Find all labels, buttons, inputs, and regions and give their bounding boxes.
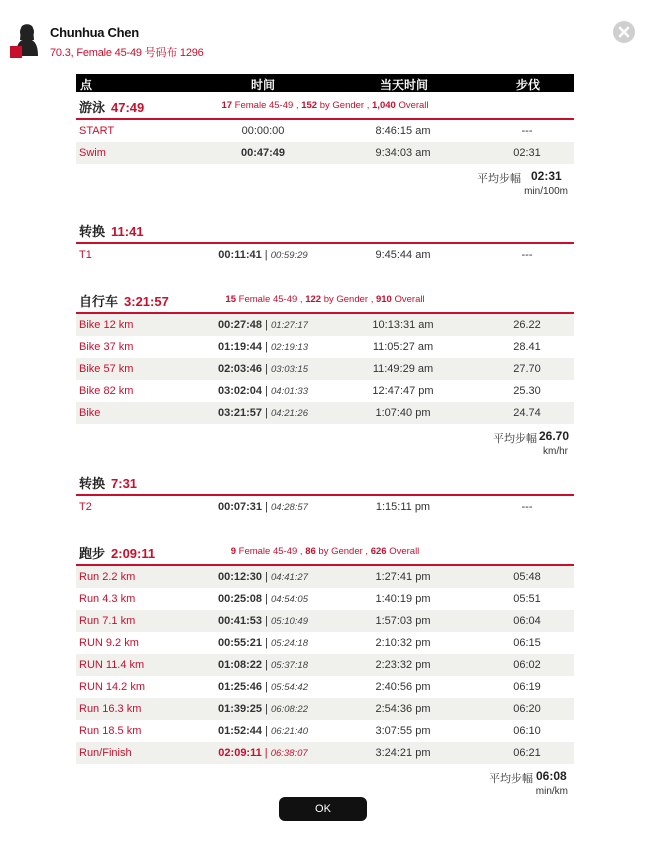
row-pace: 06:10 [513, 725, 541, 737]
header-pace: 步伐 [516, 78, 541, 92]
run-ranks: 9 Female 45-49 , 86 by Gender , 626 Overall [230, 546, 420, 557]
table-row [76, 402, 574, 424]
bike-average [76, 424, 574, 444]
row-time-of-day: 9:45:44 am [375, 249, 431, 261]
row-point: Run 2.2 km [79, 571, 136, 583]
row-time: 00:07:31 | 04:28:57 [217, 501, 308, 513]
avatar-icon [10, 22, 42, 58]
table-row [76, 610, 574, 632]
header-time-of-day: 当天时间 [380, 78, 429, 92]
row-point: T2 [79, 501, 92, 513]
avg-label: 平均步幅 [493, 433, 537, 445]
table-row [76, 142, 574, 164]
row-time: 00:12:30 | 04:41:27 [217, 571, 308, 583]
row-time-of-day: 3:24:21 pm [375, 747, 431, 759]
t2-time: 7:31 [111, 476, 138, 491]
row-point: Run 4.3 km [79, 593, 136, 605]
row-time: 03:02:04 | 04:01:33 [217, 385, 308, 397]
t2-title: 转换 [79, 476, 106, 491]
avg-value: 06:08 [536, 769, 567, 783]
row-time-of-day: 12:47:47 pm [372, 385, 434, 397]
avg-value: 02:31 [531, 169, 562, 183]
table-row [76, 632, 574, 654]
row-point: T1 [79, 249, 92, 261]
row-pace: --- [521, 501, 533, 513]
row-time-of-day: 2:10:32 pm [375, 637, 431, 649]
ok-button[interactable]: OK [279, 797, 367, 821]
row-time-of-day: 2:23:32 pm [375, 659, 431, 671]
row-time-of-day: 2:40:56 pm [375, 681, 431, 693]
header-time: 时间 [251, 78, 276, 92]
row-pace: 25.30 [513, 385, 541, 397]
table-row [76, 720, 574, 742]
row-time: 03:21:57 | 04:21:26 [217, 407, 308, 419]
row-time: 00:47:49 [240, 147, 286, 159]
avg-label: 平均步幅 [477, 173, 521, 185]
row-pace: 02:31 [513, 147, 541, 159]
table-row [76, 314, 574, 336]
t1-title: 转换 [79, 224, 106, 239]
t1-section-title [76, 216, 574, 244]
bike-title: 自行车 [79, 294, 119, 309]
row-point: START [79, 125, 115, 137]
table-row [76, 120, 574, 142]
row-time: 00:00:00 [241, 125, 285, 137]
row-time: 01:19:44 | 02:19:13 [217, 341, 308, 353]
swim-time: 47:49 [111, 100, 145, 115]
table-row [76, 358, 574, 380]
t1-time: 11:41 [111, 224, 144, 239]
bike-time: 3:21:57 [124, 294, 169, 309]
row-pace: 27.70 [513, 363, 541, 375]
row-point: Bike 57 km [79, 363, 134, 375]
table-row [76, 336, 574, 358]
row-point: RUN 11.4 km [79, 659, 145, 671]
row-time: 01:52:44 | 06:21:40 [217, 725, 308, 737]
swim-section-title [76, 92, 574, 120]
row-pace: --- [521, 249, 533, 261]
row-time: 02:03:46 | 03:03:15 [217, 363, 308, 375]
row-time: 00:27:48 | 01:27:17 [217, 319, 308, 331]
athlete-name: Chunhua Chen [50, 25, 139, 40]
row-time-of-day: 2:54:36 pm [375, 703, 431, 715]
row-pace: 05:51 [513, 593, 541, 605]
run-title: 跑步 [79, 546, 106, 561]
athlete-info: 70.3, Female 45-49 号码布 1296 [50, 47, 204, 59]
table-row [76, 566, 574, 588]
swim-title: 游泳 [79, 100, 106, 115]
row-pace: 06:15 [513, 637, 541, 649]
row-point: Bike 12 km [79, 319, 134, 331]
avg-label: 平均步幅 [489, 773, 533, 785]
run-time: 2:09:11 [111, 546, 156, 561]
row-pace: 06:20 [513, 703, 541, 715]
table-row [76, 588, 574, 610]
row-time-of-day: 1:57:03 pm [375, 615, 431, 627]
row-time: 00:41:53 | 05:10:49 [217, 615, 308, 627]
row-pace: 06:21 [513, 747, 541, 759]
table-row [76, 698, 574, 720]
row-point: Swim [79, 147, 106, 159]
row-point: RUN 14.2 km [79, 681, 146, 693]
row-time-of-day: 8:46:15 am [375, 125, 431, 137]
row-point: Run 7.1 km [79, 615, 136, 627]
table-header [76, 74, 574, 92]
row-time: 01:08:22 | 05:37:18 [217, 659, 308, 671]
row-pace: 06:02 [513, 659, 541, 671]
table-row [76, 244, 574, 266]
row-point: RUN 9.2 km [79, 637, 139, 649]
close-icon [613, 21, 635, 43]
t2-section-title [76, 468, 574, 496]
row-point: Run/Finish [79, 747, 132, 759]
table-row [76, 380, 574, 402]
close-button[interactable] [613, 21, 635, 43]
row-time-of-day: 1:07:40 pm [375, 407, 431, 419]
row-time-of-day: 1:15:11 pm [375, 501, 431, 513]
table-row [76, 676, 574, 698]
row-pace: 06:19 [513, 681, 541, 693]
row-time-of-day: 1:27:41 pm [375, 571, 431, 583]
row-point: Bike [79, 407, 101, 419]
row-time-of-day: 11:49:29 am [372, 363, 434, 375]
row-time: 00:25:08 | 04:54:05 [217, 593, 308, 605]
header-point: 点 [80, 78, 93, 92]
swim-average [76, 164, 574, 184]
table-row [76, 654, 574, 676]
row-time-of-day: 1:40:19 pm [375, 593, 431, 605]
row-time-of-day: 11:05:27 am [372, 341, 434, 353]
row-time: 01:39:25 | 06:08:22 [217, 703, 308, 715]
row-time: 02:09:11 | 06:38:07 [218, 747, 308, 759]
row-pace: 28.41 [513, 341, 541, 353]
row-time: 00:11:41 | 00:59:29 [218, 249, 308, 261]
run-avg-unit: min/km [535, 786, 568, 797]
row-point: Run 18.5 km [79, 725, 142, 737]
row-point: Run 16.3 km [79, 703, 142, 715]
results-table [76, 74, 574, 802]
row-pace: 26.22 [513, 319, 541, 331]
row-time-of-day: 9:34:03 am [375, 147, 431, 159]
bike-section-title [76, 286, 574, 314]
row-time-of-day: 3:07:55 pm [375, 725, 431, 737]
avg-value: 26.70 [539, 429, 570, 443]
row-time-of-day: 10:13:31 am [372, 319, 434, 331]
row-point: Bike 82 km [79, 385, 134, 397]
run-average [76, 764, 574, 784]
row-point: Bike 37 km [79, 341, 134, 353]
row-time: 01:25:46 | 05:54:42 [217, 681, 308, 693]
row-pace: 24.74 [513, 407, 541, 419]
swim-ranks: 17 Female 45-49 , 152 by Gender , 1,040 Overall [221, 100, 429, 111]
row-pace: 06:04 [513, 615, 541, 627]
run-section-title [76, 538, 574, 566]
swim-avg-unit: min/100m [524, 186, 568, 197]
bike-avg-unit: km/hr [543, 446, 568, 457]
row-time: 00:55:21 | 05:24:18 [217, 637, 308, 649]
table-row [76, 742, 574, 764]
table-row [76, 496, 574, 518]
bike-ranks: 15 Female 45-49 , 122 by Gender , 910 Overall [225, 294, 425, 305]
row-pace: 05:48 [513, 571, 541, 583]
row-pace: --- [521, 125, 533, 137]
